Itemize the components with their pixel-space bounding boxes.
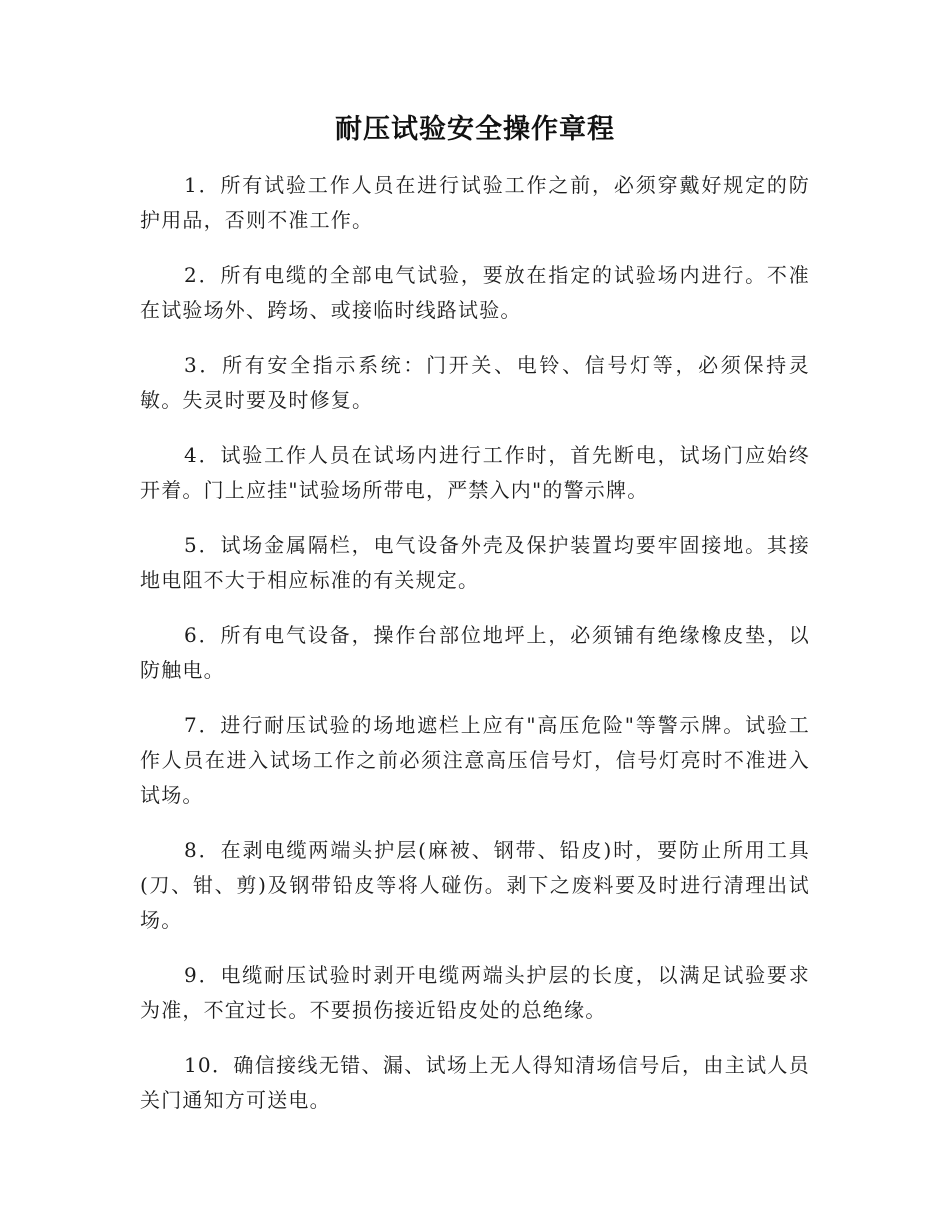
regulation-item-6: 6．所有电气设备，操作台部位地坪上，必须铺有绝缘橡皮垫，以防触电。 xyxy=(140,623,810,682)
regulation-item-7: 7．进行耐压试验的场地遮栏上应有"高压危险"等警示牌。试验工作人员在进入试场工作之前必须注意高压信号灯，信号灯亮时不准进入试场。 xyxy=(140,713,810,807)
regulation-item-5: 5．试场金属隔栏，电气设备外壳及保护装置均要牢固接地。其接地电阻不大于相应标准的有关规定。 xyxy=(140,533,810,592)
regulation-item-2: 2．所有电缆的全部电气试验，要放在指定的试验场内进行。不准在试验场外、跨场、或接临时线路试验。 xyxy=(140,263,810,322)
regulation-list xyxy=(140,168,810,1118)
regulation-item-4: 4．试验工作人员在试场内进行工作时，首先断电，试场门应始终开着。门上应挂"试验场所带电，严禁入内"的警示牌。 xyxy=(140,443,810,502)
regulation-item-8: 8．在剥电缆两端头护层(麻被、钢带、铅皮)时，要防止所用工具(刀、钳、剪)及钢带铅皮等将人碰伤。剥下之废料要及时进行清理出试场。 xyxy=(140,838,810,932)
regulation-item-1: 1．所有试验工作人员在进行试验工作之前，必须穿戴好规定的防护用品，否则不准工作。 xyxy=(140,173,810,232)
regulation-item-10: 10．确信接线无错、漏、试场上无人得知清场信号后，由主试人员关门通知方可送电。 xyxy=(140,1053,810,1112)
regulation-item-9: 9．电缆耐压试验时剥开电缆两端头护层的长度，以满足试验要求为准，不宜过长。不要损伤接近铅皮处的总绝缘。 xyxy=(140,963,810,1022)
document-title: 耐压试验安全操作章程 xyxy=(335,114,615,145)
regulation-item-3: 3．所有安全指示系统：门开关、电铃、信号灯等，必须保持灵敏。失灵时要及时修复。 xyxy=(140,353,810,412)
